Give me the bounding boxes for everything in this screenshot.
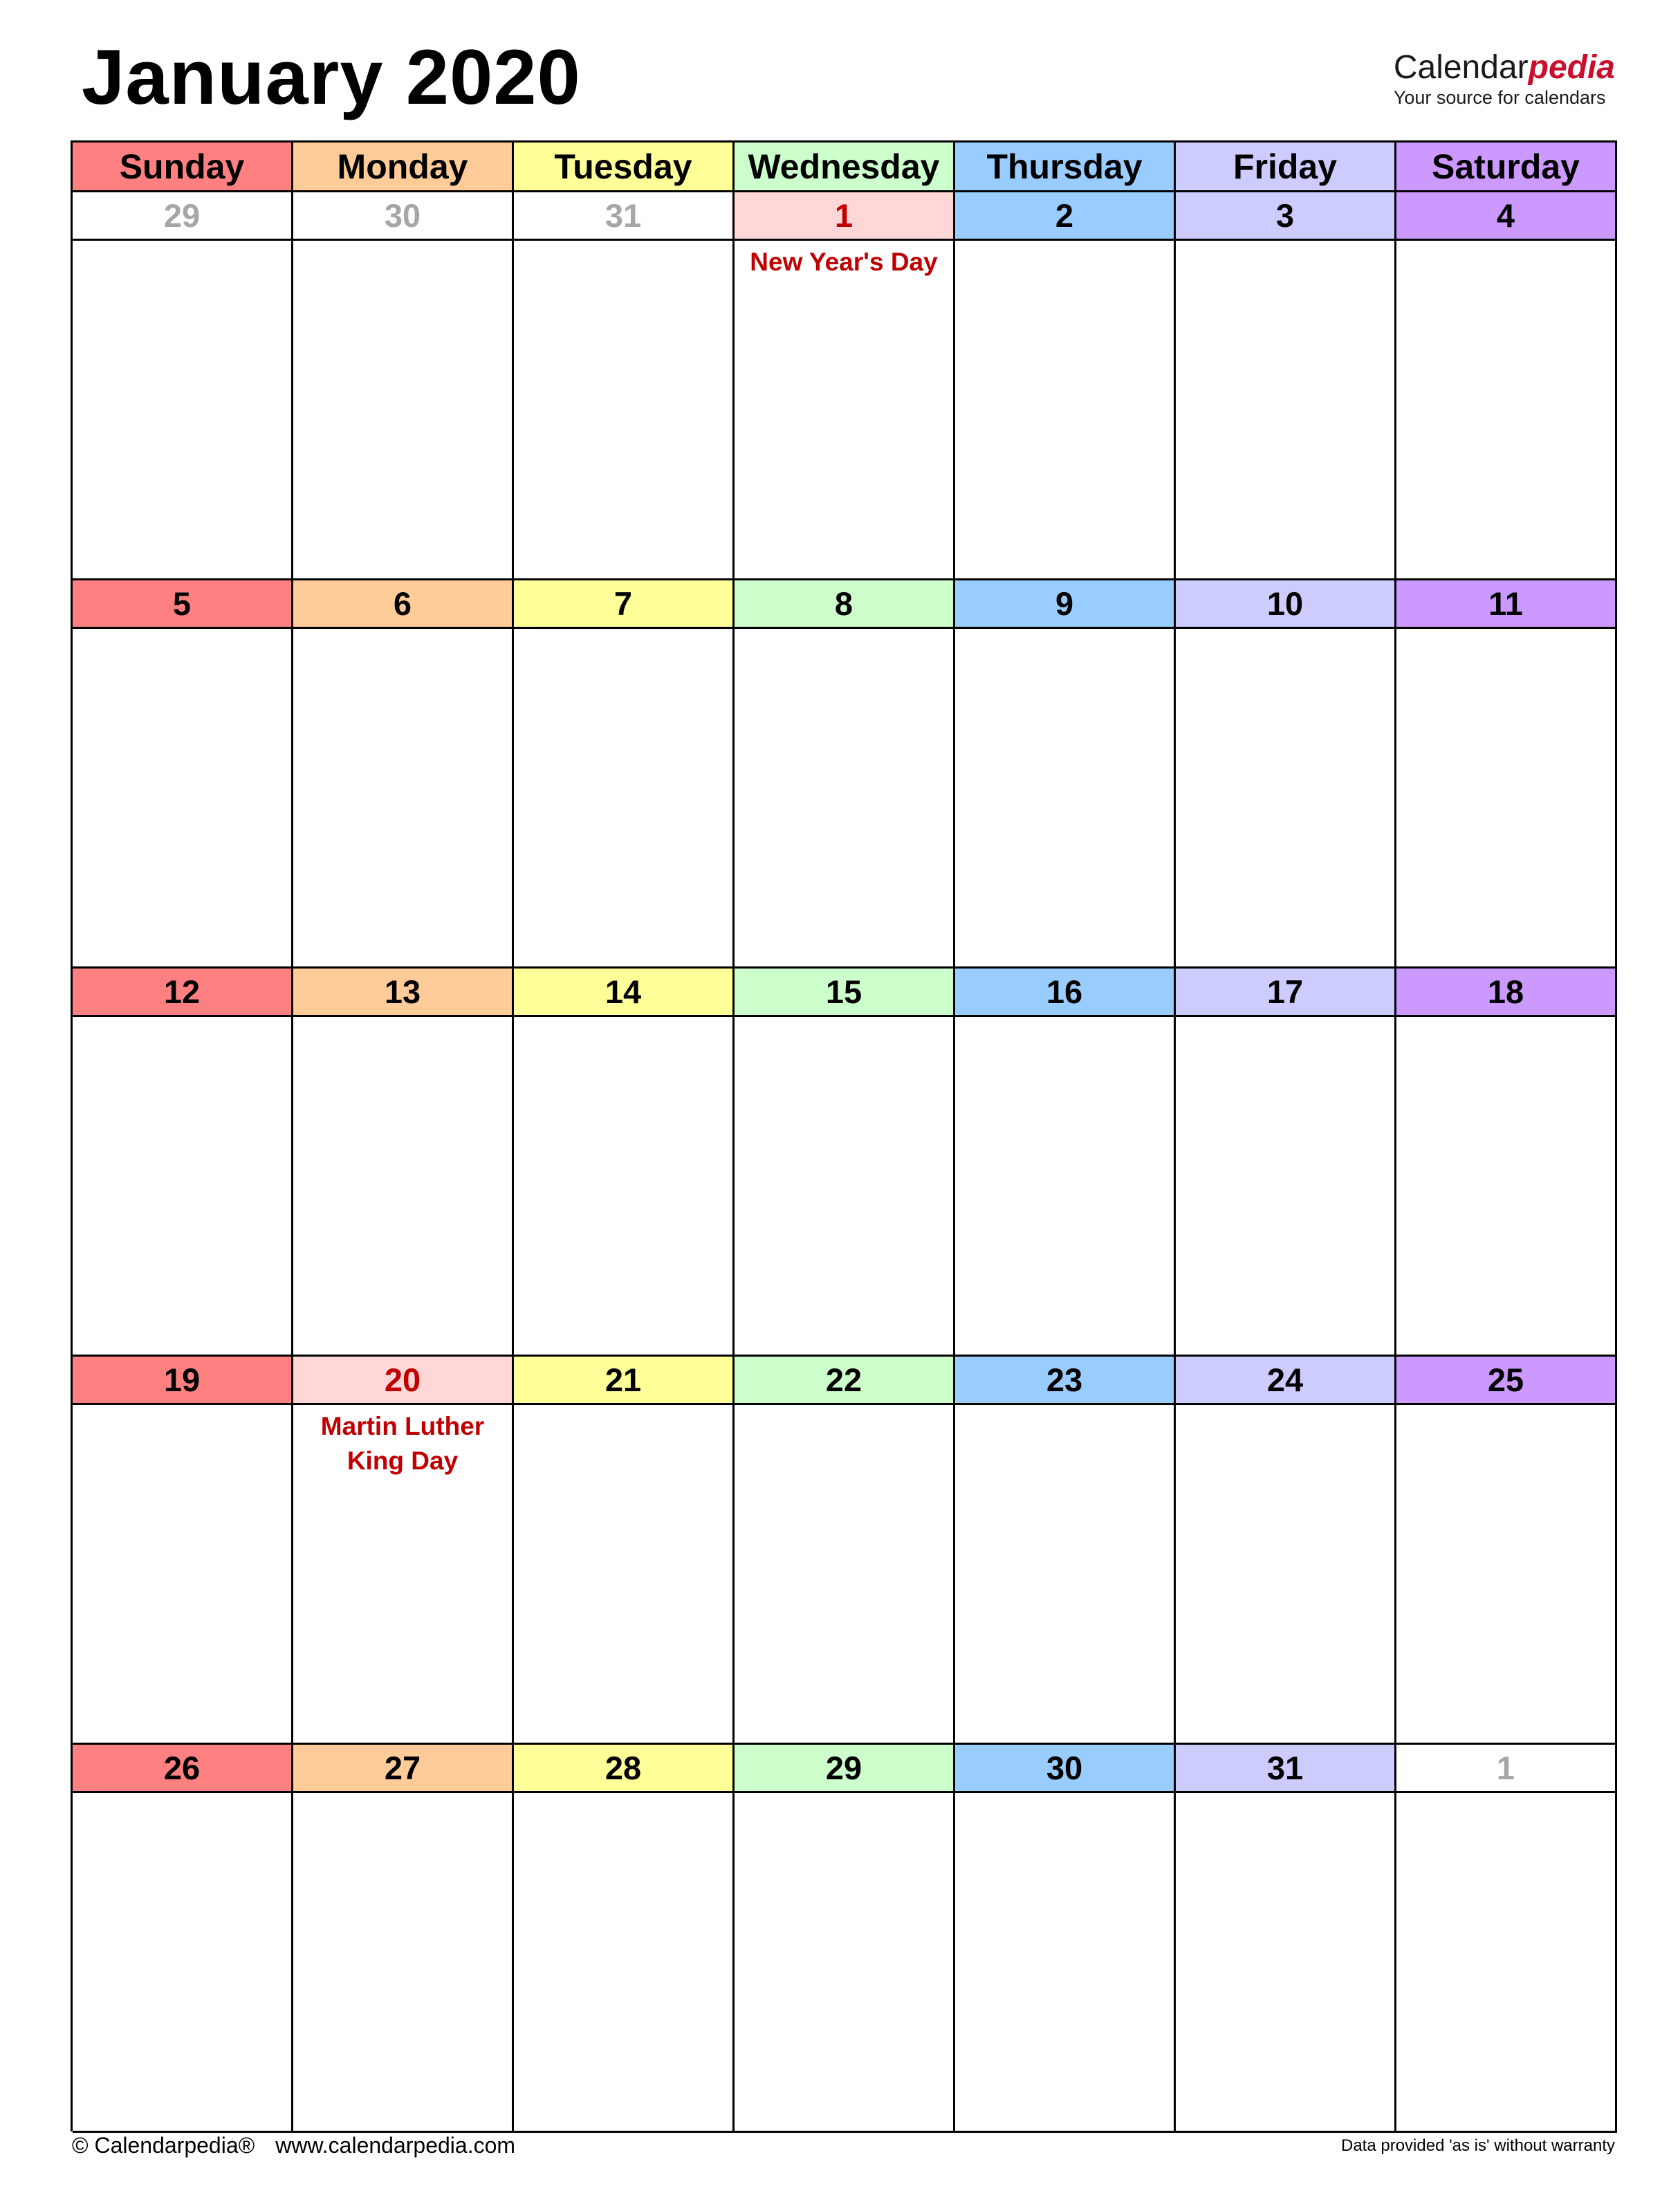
day-cell[interactable] (955, 969, 1176, 1357)
day-number: 12 (73, 969, 291, 1017)
day-notes-area[interactable] (1176, 1405, 1394, 1743)
day-notes-area[interactable] (735, 241, 953, 578)
day-notes-area[interactable] (735, 629, 953, 966)
day-number: 11 (1396, 580, 1615, 629)
day-number: 9 (955, 580, 1174, 629)
day-notes-area[interactable] (293, 1405, 512, 1743)
day-notes-area[interactable] (514, 1017, 732, 1355)
day-cell[interactable] (1176, 969, 1396, 1357)
day-notes-area[interactable] (955, 1793, 1174, 2131)
day-notes-area[interactable] (514, 241, 732, 578)
day-notes-area[interactable] (293, 241, 512, 578)
day-notes-area[interactable] (735, 1793, 953, 2131)
day-number: 18 (1396, 969, 1615, 1017)
page-title: January 2020 (82, 34, 581, 120)
day-cell[interactable] (514, 192, 735, 580)
day-notes-area[interactable] (1396, 1017, 1615, 1355)
day-cell[interactable] (293, 1357, 514, 1745)
day-number: 13 (293, 969, 512, 1017)
day-number: 19 (73, 1357, 291, 1405)
day-number: 6 (293, 580, 512, 629)
day-number: 5 (73, 580, 291, 629)
weekday-header-monday: Monday (293, 143, 514, 192)
day-notes-area[interactable] (514, 629, 732, 966)
holiday-label: New Year's Day (750, 248, 938, 276)
day-notes-area[interactable] (73, 629, 291, 966)
day-number: 24 (1176, 1357, 1394, 1405)
day-number: 1 (1396, 1745, 1615, 1793)
day-number: 2 (955, 192, 1174, 241)
day-number: 3 (1176, 192, 1394, 241)
day-notes-area[interactable] (1396, 1793, 1615, 2131)
day-number: 20 (293, 1357, 512, 1405)
day-cell[interactable] (73, 580, 293, 969)
day-cell[interactable] (1396, 1357, 1617, 1745)
day-number: 29 (73, 192, 291, 241)
day-cell[interactable] (293, 192, 514, 580)
disclaimer-text: Data provided 'as is' without warranty (1340, 2136, 1615, 2155)
day-cell[interactable] (1396, 192, 1617, 580)
day-number: 31 (1176, 1745, 1394, 1793)
day-number: 30 (955, 1745, 1174, 1793)
day-number: 16 (955, 969, 1174, 1017)
weekday-header-wednesday: Wednesday (735, 143, 955, 192)
day-notes-area[interactable] (1396, 1405, 1615, 1743)
day-notes-area[interactable] (955, 1405, 1174, 1743)
day-number: 30 (293, 192, 512, 241)
day-notes-area[interactable] (514, 1405, 732, 1743)
day-cell[interactable] (955, 580, 1176, 969)
brand-tagline: Your source for calendars (1393, 87, 1606, 108)
day-notes-area[interactable] (514, 1793, 732, 2131)
footer-left (72, 2133, 515, 2158)
day-cell[interactable] (514, 1357, 735, 1745)
day-notes-area[interactable] (955, 241, 1174, 578)
day-number: 10 (1176, 580, 1394, 629)
day-number: 31 (514, 192, 732, 241)
calendar-grid (71, 140, 1617, 2131)
day-cell[interactable] (73, 192, 293, 580)
day-notes-area[interactable] (1176, 1017, 1394, 1355)
weekday-header-saturday: Saturday (1396, 143, 1617, 192)
day-number: 14 (514, 969, 732, 1017)
day-number: 26 (73, 1745, 291, 1793)
day-notes-area[interactable] (293, 1017, 512, 1355)
day-cell[interactable] (73, 969, 293, 1357)
day-cell[interactable] (955, 1357, 1176, 1745)
holiday-label: Martin Luther King Day (320, 1412, 485, 1475)
day-number: 15 (735, 969, 953, 1017)
day-notes-area[interactable] (1176, 241, 1394, 578)
day-number: 29 (735, 1745, 953, 1793)
day-cell[interactable] (1176, 580, 1396, 969)
day-cell[interactable] (1176, 192, 1396, 580)
day-notes-area[interactable] (1176, 629, 1394, 966)
day-notes-area[interactable] (955, 629, 1174, 966)
day-cell[interactable] (735, 192, 955, 580)
week-row (73, 1745, 1617, 2133)
day-cell[interactable] (1396, 1745, 1617, 2133)
copyright-text: © Calendarpedia® (72, 2133, 255, 2158)
day-number: 7 (514, 580, 732, 629)
brand-name-prefix: Calendar (1393, 49, 1529, 86)
weekday-header-friday: Friday (1176, 143, 1396, 192)
day-number: 27 (293, 1745, 512, 1793)
brand-name (1394, 51, 1615, 84)
day-cell[interactable] (735, 1745, 955, 2133)
day-cell[interactable] (514, 969, 735, 1357)
day-notes-area[interactable] (293, 1793, 512, 2131)
week-row (73, 1357, 1617, 1745)
day-cell[interactable] (1396, 969, 1617, 1357)
day-cell[interactable] (293, 969, 514, 1357)
day-notes-area[interactable] (735, 1405, 953, 1743)
day-cell[interactable] (955, 1745, 1176, 2133)
day-cell[interactable] (735, 580, 955, 969)
day-notes-area[interactable] (955, 1017, 1174, 1355)
day-notes-area[interactable] (1396, 629, 1615, 966)
day-cell[interactable] (955, 192, 1176, 580)
day-cell[interactable] (735, 969, 955, 1357)
day-cell[interactable] (1176, 1745, 1396, 2133)
day-number: 25 (1396, 1357, 1615, 1405)
day-notes-area[interactable] (73, 1405, 291, 1743)
day-notes-area[interactable] (735, 1017, 953, 1355)
week-row (73, 192, 1617, 580)
week-row (73, 580, 1617, 969)
day-notes-area[interactable] (1396, 241, 1615, 578)
day-cell[interactable] (1396, 580, 1617, 969)
day-number: 22 (735, 1357, 953, 1405)
day-number: 8 (735, 580, 953, 629)
day-number: 28 (514, 1745, 732, 1793)
day-number: 17 (1176, 969, 1394, 1017)
day-cell[interactable] (73, 1745, 293, 2133)
day-number: 21 (514, 1357, 732, 1405)
weekday-header-sunday: Sunday (73, 143, 293, 192)
day-cell[interactable] (514, 580, 735, 969)
day-cell[interactable] (514, 1745, 735, 2133)
day-notes-area[interactable] (73, 1793, 291, 2131)
day-notes-area[interactable] (1176, 1793, 1394, 2131)
day-cell[interactable] (735, 1357, 955, 1745)
day-cell[interactable] (73, 1357, 293, 1745)
brand-logo[interactable] (1394, 51, 1615, 107)
day-cell[interactable] (293, 1745, 514, 2133)
weekday-header-tuesday: Tuesday (514, 143, 735, 192)
week-row (73, 969, 1617, 1357)
day-cell[interactable] (1176, 1357, 1396, 1745)
brand-name-accent: pedia (1528, 49, 1615, 86)
day-cell[interactable] (293, 580, 514, 969)
weekday-header-thursday: Thursday (955, 143, 1176, 192)
day-notes-area[interactable] (73, 1017, 291, 1355)
day-notes-area[interactable] (293, 629, 512, 966)
day-number: 1 (735, 192, 953, 241)
day-notes-area[interactable] (73, 241, 291, 578)
day-number: 4 (1396, 192, 1615, 241)
website-link[interactable]: www.calendarpedia.com (275, 2133, 516, 2158)
weekday-header-row (73, 143, 1617, 192)
day-number: 23 (955, 1357, 1174, 1405)
